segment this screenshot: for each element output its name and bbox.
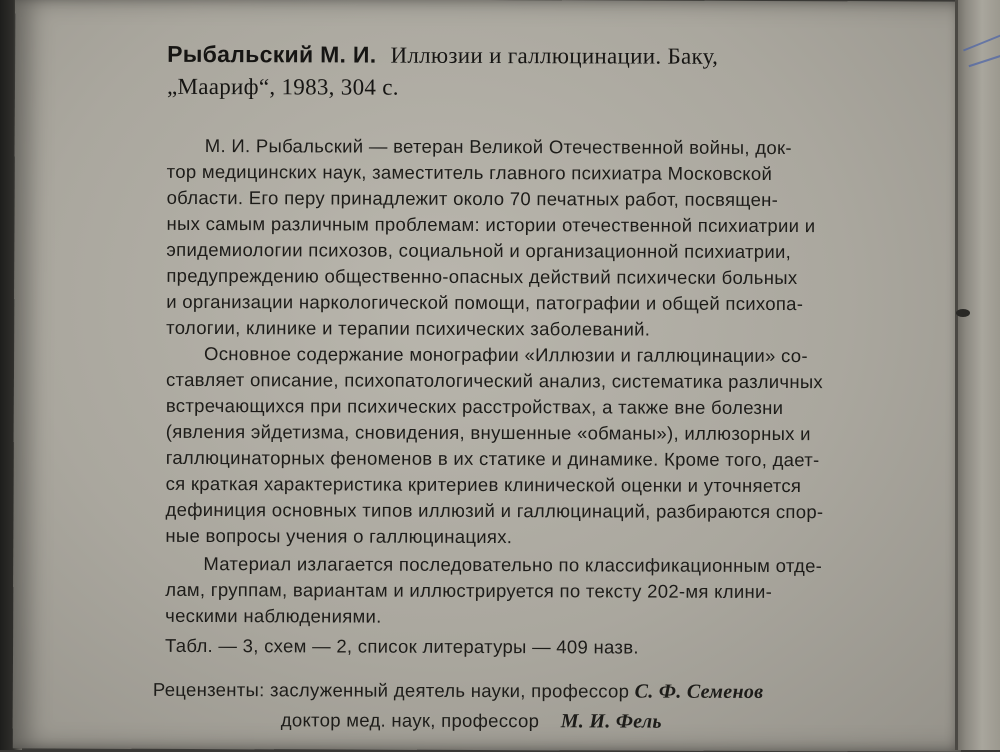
abstract-line-3: области. Его перу принадлежит около 70 печатных работ, посвящен- — [166, 186, 779, 211]
abstract-line-17: Материал излагается последовательно по классификационным отде- — [203, 553, 823, 577]
reviewers-line-1 — [153, 679, 764, 704]
reviewers-label: Рецензенты: заслуженный деятель науки, профессор — [152, 678, 630, 702]
abstract-line-2: тор медицинских наук, заместитель главного психиатра Московской — [166, 160, 773, 184]
abstract-line-5: эпидемиологии психозов, социальной и организационной психиатрии, — [166, 238, 792, 263]
abstract-line-1: М. И. Рыбальский — ветеран Великой Отечественной войны, док- — [204, 135, 792, 159]
abstract-line-19: ческими наблюдениями. — [165, 604, 382, 627]
adjacent-pages-edge — [955, 0, 1000, 750]
publisher-info: „Маариф“, 1983, 304 с. — [166, 73, 399, 100]
tables-count-line: Табл. — 3, схем — 2, список литературы — 409 назв. — [165, 634, 639, 658]
book-page — [13, 0, 964, 752]
title-line-1 — [167, 41, 718, 70]
abstract-line-4: ных самым различным проблемам: истории отечественной психиатрии и — [166, 212, 816, 237]
author-name: Рыбальский М. И. — [167, 40, 377, 68]
reviewers-line-2 — [281, 709, 662, 733]
abstract-line-11: встречающихся при психических расстройствах, а также вне болезни — [165, 394, 784, 419]
book-title: Иллюзии и галлюцинации. Баку, — [390, 42, 719, 69]
abstract-line-18: лам, группам, вариантам и иллюстрируется по тексту 202-мя клини- — [165, 578, 773, 602]
abstract-line-12: (явления эйдетизма, сновидения, внушенные «обманы»), иллюзорных и — [165, 420, 811, 445]
abstract-line-14: ся краткая характеристика критериев клинической оценки и уточняется — [165, 472, 802, 497]
abstract-line-16: ные вопросы учения о галлюцинациях. — [165, 524, 513, 548]
page-edge-shadow — [955, 0, 958, 750]
title-line-2 — [167, 74, 399, 101]
reviewer-title-2: доктор мед. наук, профессор — [280, 709, 540, 732]
reviewer-name-1: С. Ф. Семенов — [634, 680, 764, 703]
reviewer-name-2: М. И. Фель — [560, 710, 662, 733]
abstract-line-9: Основное содержание монографии «Иллюзии и галлюцинации» со- — [204, 343, 808, 367]
abstract-line-8: тологии, клинике и терапии психических заболеваний. — [166, 316, 651, 340]
abstract-line-13: галлюцинаторных феноменов в их статике и динамике. Кроме того, дает- — [165, 446, 820, 471]
abstract-line-6: предупреждению общественно-опасных действий психически больных — [166, 264, 798, 289]
abstract-line-7: и организации наркологической помощи, патографии и общей психопа- — [166, 290, 804, 315]
abstract-line-15: дефиниция основных типов иллюзий и галлюцинаций, разбираются спор- — [165, 498, 824, 523]
binding-hole — [956, 309, 970, 317]
abstract-line-10: ставляет описание, психопатологический анализ, систематика различных — [165, 368, 824, 393]
